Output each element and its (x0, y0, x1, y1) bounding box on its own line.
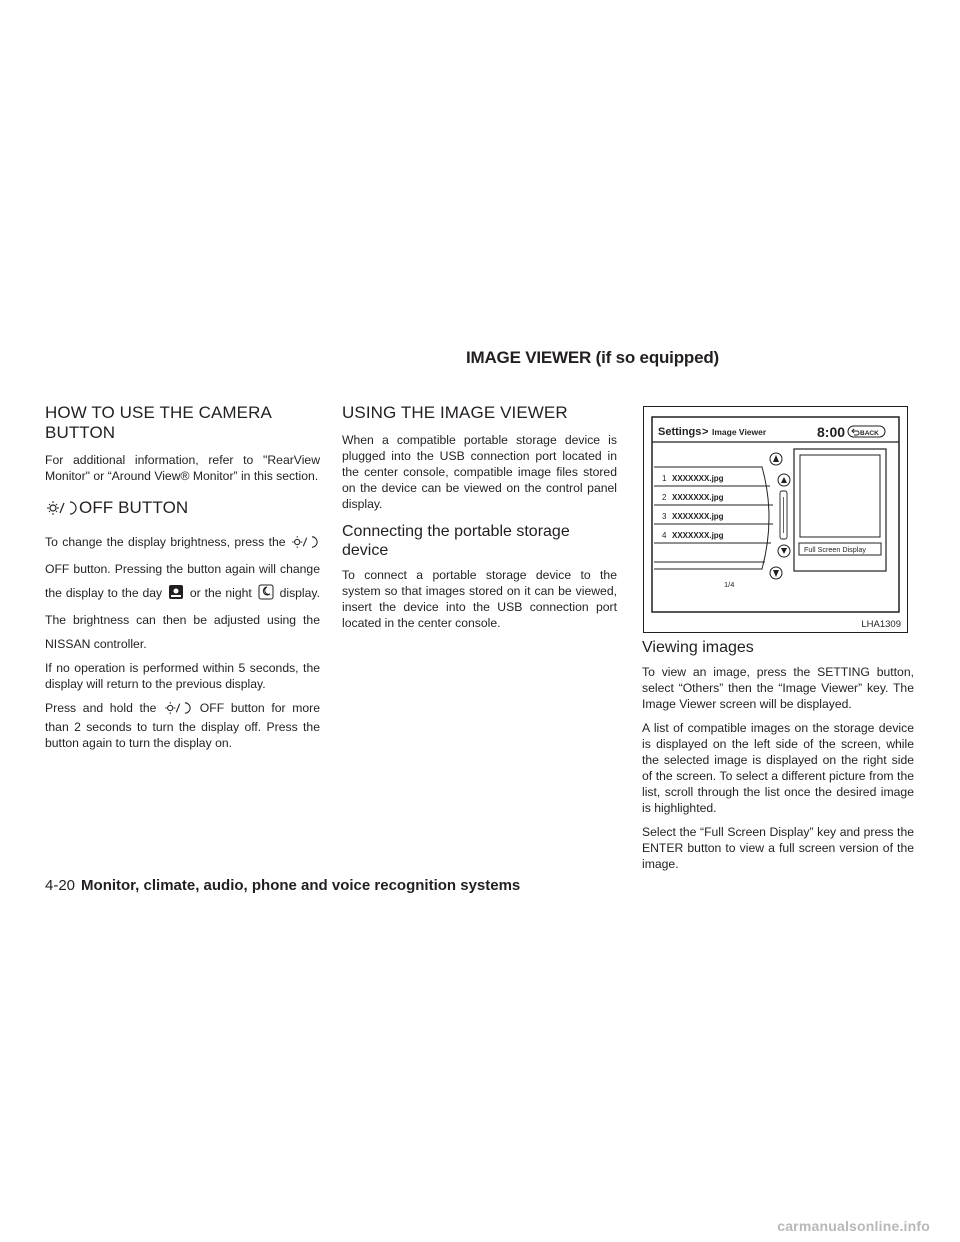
press-hold-paragraph: Press and hold the OFF button for more than 2 seconds to turn the display off. Press the button again to turn the display on. (45, 701, 321, 750)
back-button (848, 426, 885, 437)
breadcrumb-separator: > (702, 426, 709, 438)
sun-moon-icon (165, 701, 191, 719)
image-viewer-paragraph: When a compatible portable storage device is plugged into the USB connection port located in the center console, compatible image files stored on the device can be viewed on the control panel display. (342, 433, 617, 511)
chapter-title: Monitor, climate, audio, phone and voice recognition systems (81, 877, 521, 894)
sun-moon-icon (292, 533, 318, 557)
night-mode-icon (258, 584, 274, 608)
viewing-paragraph-1: To view an image, press the SETTING button, select “Others” then the “Image Viewer” key. The Image Viewer screen will be displayed. (642, 665, 914, 711)
page-footer (45, 877, 520, 894)
list-item-number: 1 (662, 474, 667, 483)
viewing-paragraph-2: A list of compatible images on the storage device is displayed on the left side of the screen, while the selected image is displayed on the right side of the screen. To select a different picture from the list, scroll through the list once the desired image is highlighted. (642, 721, 914, 815)
list-item-filename: XXXXXXX.jpg (672, 512, 724, 521)
image-viewer-heading: USING THE IMAGE VIEWER (342, 403, 568, 422)
connecting-paragraph: To connect a portable storage device to the system so that images stored on it can be viewed, insert the device into the USB connection port located in the center console. (342, 568, 617, 630)
day-mode-icon (168, 584, 184, 608)
breadcrumb-page: Image Viewer (712, 427, 767, 437)
off-button-heading: OFF BUTTON (45, 498, 320, 521)
svg-text:BACK: BACK (860, 430, 879, 437)
column-3 (642, 638, 914, 880)
page-indicator: 1/4 (724, 580, 735, 589)
camera-button-heading: HOW TO USE THE CAMERA BUTTON (45, 403, 271, 442)
camera-button-paragraph: For additional information, refer to "RearView Monitor" or “Around View® Monitor” in this section. (45, 453, 320, 483)
section-title: IMAGE VIEWER (if so equipped) (466, 348, 719, 367)
column-2 (342, 403, 617, 639)
screen-illustration (644, 407, 907, 632)
list-item-number: 4 (662, 531, 667, 540)
list-item-filename: XXXXXXX.jpg (672, 531, 724, 540)
list-item-number: 2 (662, 493, 667, 502)
list-item-filename: XXXXXXX.jpg (672, 474, 724, 483)
image-viewer-screen-figure (643, 406, 908, 633)
svg-text:Full Screen Display: Full Screen Display (804, 545, 866, 554)
off-button-paragraph: To change the display brightness, press the OFF button. Pressing the button again will change the display to the day or the night display. The brightness can then be adjusted using the NISSAN controller. (45, 535, 320, 651)
sun-moon-icon (47, 500, 77, 521)
figure-code: LHA1309 (861, 619, 901, 630)
column-1 (45, 403, 320, 759)
image-preview (800, 455, 880, 537)
list-item-number: 3 (662, 512, 667, 521)
list-item-filename: XXXXXXX.jpg (672, 493, 724, 502)
viewing-images-heading: Viewing images (642, 639, 754, 656)
page-number: 4-20 (45, 877, 76, 894)
viewing-paragraph-3: Select the “Full Screen Display” key and press the ENTER button to view a full screen version of the image. (642, 825, 914, 871)
breadcrumb-root: Settings (658, 426, 702, 438)
clock-time: 8:00 (817, 424, 846, 440)
connecting-heading: Connecting the portable storage device (342, 523, 570, 559)
watermark: carmanualsonline.info (777, 1218, 930, 1234)
timeout-paragraph: If no operation is performed within 5 seconds, the display will return to the previous display. (45, 661, 320, 691)
